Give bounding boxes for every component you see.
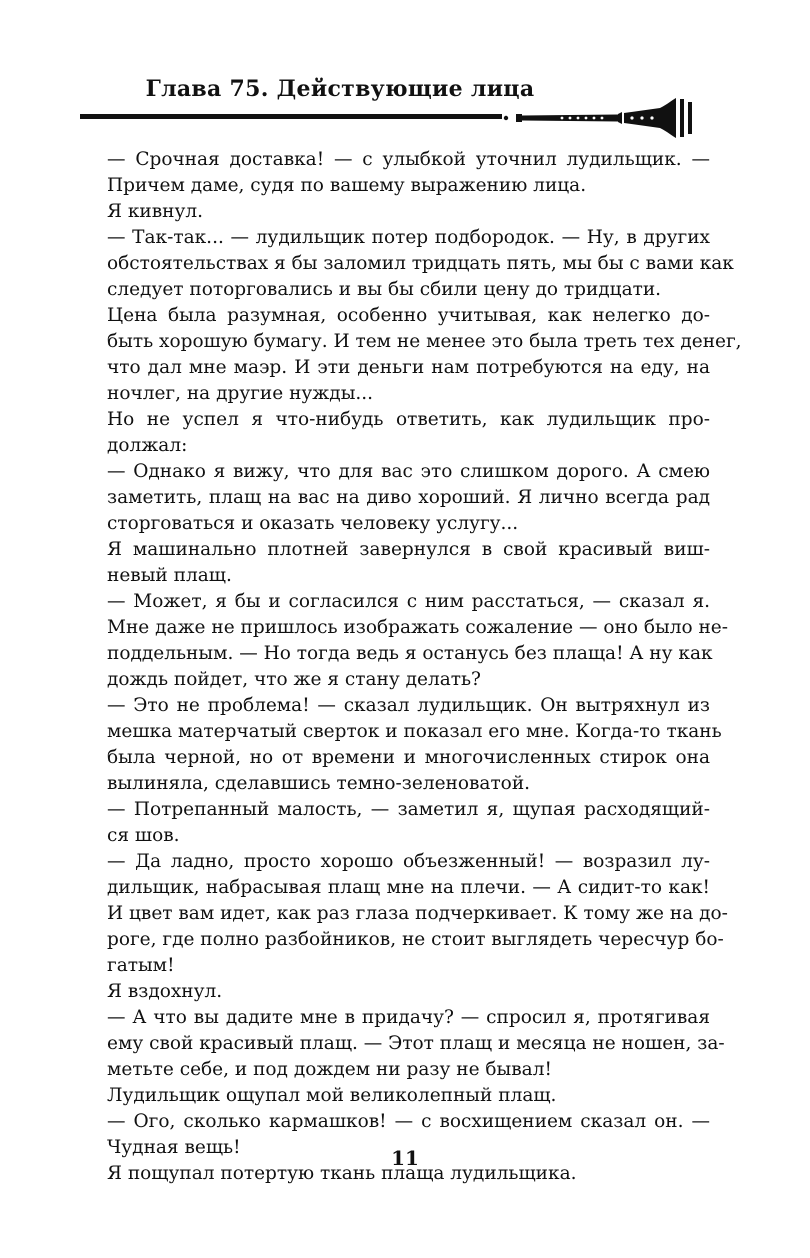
text-line: Цена была разумная, особенно учитывая, как нелегко до-: [107, 305, 710, 326]
header-rule: [80, 114, 502, 119]
text-line: — Может, я бы и согласился с ним расстаться, — сказал я.: [107, 591, 710, 612]
text-line: Но не успел я что-нибудь ответить, как лудильщик про-: [107, 409, 710, 430]
text-line: — Срочная доставка! — с улыбкой уточнил лудильщик. —: [107, 149, 710, 170]
text-line: роге, где полно разбойников, не стоит выглядеть чересчур бо-: [107, 929, 724, 950]
paragraph: [80, 199, 710, 225]
text-line: обстоятельствах я бы заломил тридцать пять, мы бы с вами как: [107, 253, 734, 274]
text-line: Я пощупал потертую ткань плаща лудильщика.: [107, 1163, 577, 1184]
text-line: дождь пойдет, что же я стану делать?: [107, 669, 481, 690]
paragraph: [80, 537, 710, 589]
text-line: должал:: [107, 435, 188, 456]
text-line: сторговаться и оказать человеку услугу...: [107, 513, 519, 534]
paragraph: [80, 979, 710, 1005]
text-line: метьте себе, и под дождем ни разу не бывал!: [107, 1059, 552, 1080]
text-line: Я вздохнул.: [107, 981, 223, 1002]
page-header: [0, 0, 810, 140]
paragraph: [80, 1005, 725, 1083]
text-line: что дал мне маэр. И эти деньги нам потребуются на еду, на: [107, 357, 710, 378]
text-line: невый плащ.: [107, 565, 232, 586]
text-line: вылиняла, сделавшись темно-зеленоватой.: [107, 773, 531, 794]
clarinet-icon: [500, 96, 700, 138]
text-line: ему свой красивый плащ. — Этот плащ и месяца не ношен, за-: [107, 1033, 725, 1054]
paragraph: [80, 797, 710, 849]
paragraph: [80, 693, 722, 797]
paragraph: [80, 147, 710, 199]
text-line: дильщик, набрасывая плащ мне на плечи. — А сидит-то как!: [107, 877, 710, 898]
paragraph: [80, 589, 729, 693]
text-line: ночлег, на другие нужды...: [107, 383, 374, 404]
text-line: гатым!: [107, 955, 175, 976]
text-line: поддельным. — Но тогда ведь я останусь без плаща! А ну как: [107, 643, 713, 664]
text-line: — А что вы дадите мне в придачу? — спросил я, протягивая: [107, 1007, 710, 1028]
text-line: — Потрепанный малость, — заметил я, щупая расходящий-: [107, 799, 710, 820]
text-line: быть хорошую бумагу. И тем не менее это была треть тех денег,: [107, 331, 742, 352]
paragraph: [80, 849, 728, 979]
text-line: Я машинально плотней завернулся в свой красивый виш-: [107, 539, 710, 560]
text-line: — Да ладно, просто хорошо объезженный! — возразил лу-: [107, 851, 710, 872]
paragraph: [80, 407, 710, 459]
chapter-title: Глава 75. Действующие лица: [145, 76, 535, 102]
paragraph: [80, 303, 742, 407]
text-line: Лудильщик ощупал мой великолепный плащ.: [107, 1085, 557, 1106]
text-line: Чудная вещь!: [107, 1137, 241, 1158]
text-line: ся шов.: [107, 825, 180, 846]
paragraph: [80, 1083, 710, 1109]
text-line: — Однако я вижу, что для вас это слишком дорого. А смею: [107, 461, 710, 482]
text-line: — Так-так... — лудильщик потер подбородок. — Ну, в других: [107, 227, 710, 248]
text-line: заметить, плащ на вас на диво хороший. Я лично всегда рад: [107, 487, 710, 508]
page-body: [80, 147, 742, 1187]
text-line: — Ого, сколько кармашков! — с восхищением сказал он. —: [107, 1111, 710, 1132]
paragraph: [80, 459, 710, 537]
text-line: мешка матерчатый сверток и показал его мне. Когда-то ткань: [107, 721, 722, 742]
paragraph: [80, 225, 734, 303]
page-number: 11: [391, 1146, 419, 1170]
text-line: Причем даме, судя по вашему выражению лица.: [107, 175, 587, 196]
text-line: — Это не проблема! — сказал лудильщик. Он вытряхнул из: [107, 695, 710, 716]
text-line: Я кивнул.: [107, 201, 203, 222]
text-line: И цвет вам идет, как раз глаза подчеркивает. К тому же на до-: [107, 903, 728, 924]
text-line: Мне даже не пришлось изображать сожаление — оно было не-: [107, 617, 729, 638]
text-line: следует поторговались и вы бы сбили цену до тридцати.: [107, 279, 662, 300]
text-line: была черной, но от времени и многочисленных стирок она: [107, 747, 710, 768]
